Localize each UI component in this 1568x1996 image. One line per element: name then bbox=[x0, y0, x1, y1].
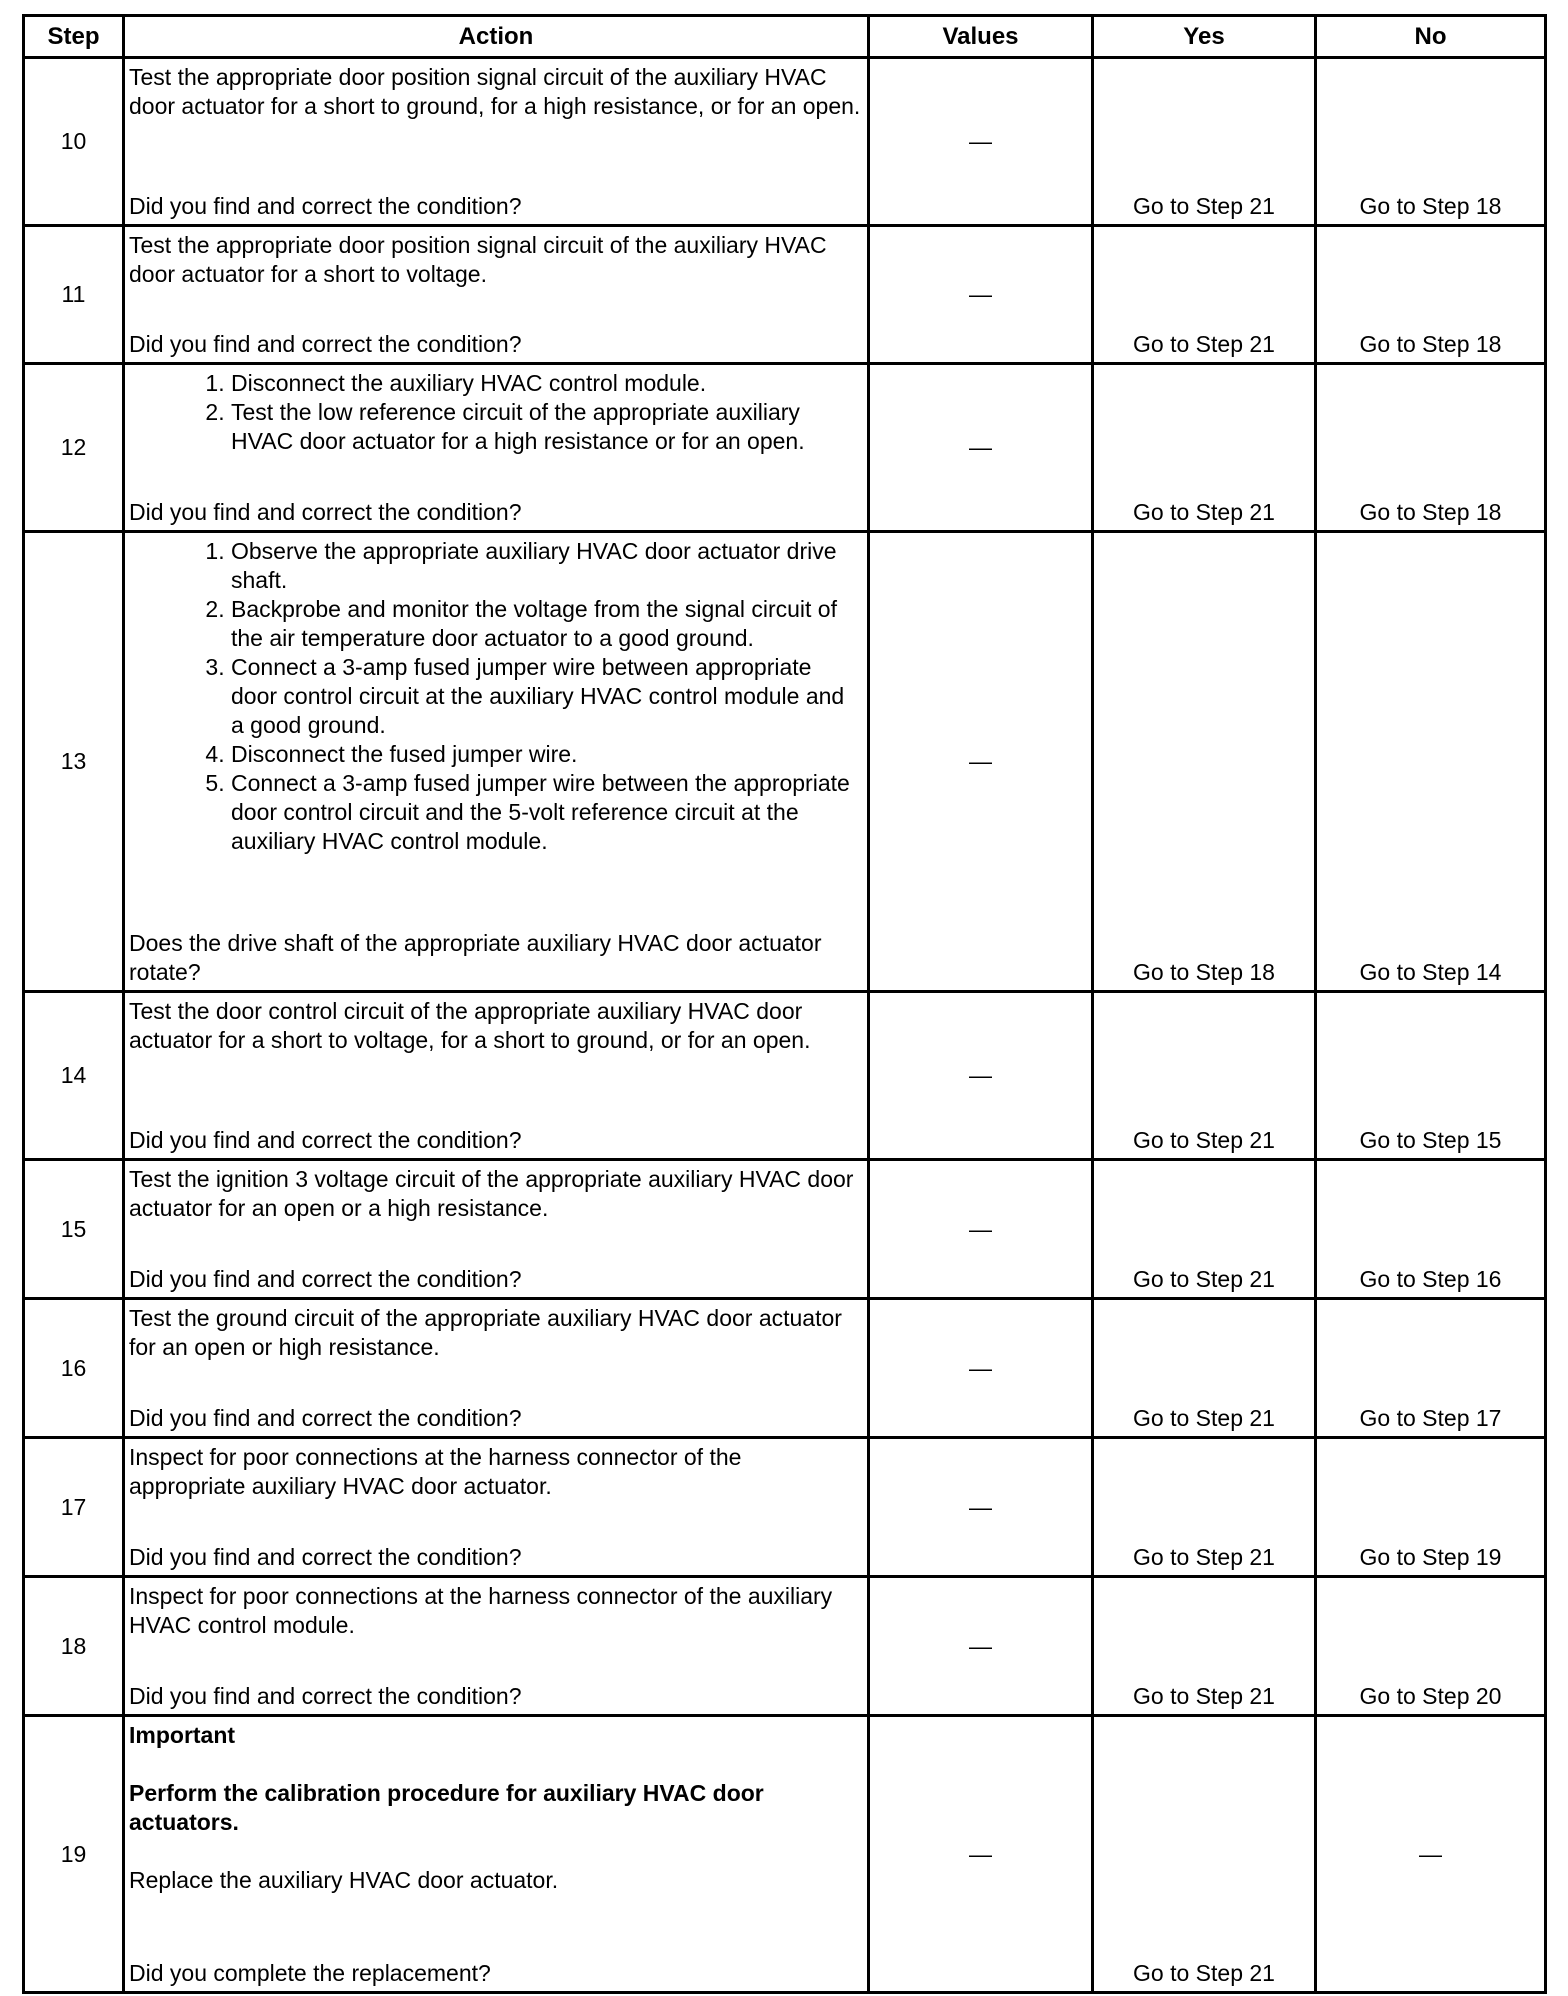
list-item: 3. Connect a 3-amp fused jumper wire between appropriate door control circuit at the auxiliary HVAC control module and a good ground. bbox=[231, 653, 863, 740]
header-values: Values bbox=[869, 16, 1093, 58]
diagnostic-table-sheet bbox=[22, 14, 1544, 1994]
table-row bbox=[24, 58, 1546, 226]
action-cell bbox=[124, 532, 869, 992]
action-cell bbox=[124, 1716, 869, 1993]
yes-cell: Go to Step 18 bbox=[1093, 532, 1316, 992]
list-item: 5. Connect a 3-amp fused jumper wire between the appropriate door control circuit and the 5-volt reference circuit at the auxiliary HVAC control module. bbox=[231, 769, 863, 856]
action-question: Did you find and correct the condition? bbox=[129, 1127, 522, 1153]
action-question: Did you find and correct the condition? bbox=[129, 193, 522, 219]
header-action: Action bbox=[124, 16, 869, 58]
yes-cell: Go to Step 21 bbox=[1093, 1716, 1316, 1993]
action-text: Replace the auxiliary HVAC door actuator. bbox=[129, 1867, 559, 1893]
important-note: Perform the calibration procedure for auxiliary HVAC door actuators. bbox=[129, 1780, 764, 1835]
yes-cell: Go to Step 21 bbox=[1093, 1438, 1316, 1577]
header-yes: Yes bbox=[1093, 16, 1316, 58]
action-cell bbox=[124, 1577, 869, 1716]
no-cell: Go to Step 19 bbox=[1316, 1438, 1546, 1577]
no-cell: Go to Step 18 bbox=[1316, 226, 1546, 364]
action-cell bbox=[124, 992, 869, 1160]
no-cell: Go to Step 20 bbox=[1316, 1577, 1546, 1716]
yes-cell: Go to Step 21 bbox=[1093, 1299, 1316, 1438]
list-item: 1. Observe the appropriate auxiliary HVAC door actuator drive shaft. bbox=[231, 537, 863, 595]
no-cell: Go to Step 18 bbox=[1316, 364, 1546, 532]
values-cell: — bbox=[869, 58, 1093, 226]
no-cell: Go to Step 15 bbox=[1316, 992, 1546, 1160]
yes-cell: Go to Step 21 bbox=[1093, 58, 1316, 226]
action-question: Did you find and correct the condition? bbox=[129, 499, 522, 525]
values-cell: — bbox=[869, 1438, 1093, 1577]
step-number: 17 bbox=[24, 1438, 124, 1577]
action-cell bbox=[124, 1299, 869, 1438]
table-row bbox=[24, 1577, 1546, 1716]
yes-cell: Go to Step 21 bbox=[1093, 1577, 1316, 1716]
action-question: Did you complete the replacement? bbox=[129, 1960, 491, 1986]
table-row bbox=[24, 1716, 1546, 1993]
yes-cell: Go to Step 21 bbox=[1093, 1160, 1316, 1299]
values-cell: — bbox=[869, 1577, 1093, 1716]
table-row bbox=[24, 992, 1546, 1160]
procedure-list bbox=[129, 369, 863, 456]
action-question: Did you find and correct the condition? bbox=[129, 1544, 522, 1570]
step-number: 15 bbox=[24, 1160, 124, 1299]
yes-cell: Go to Step 21 bbox=[1093, 992, 1316, 1160]
action-text: Test the ignition 3 voltage circuit of the appropriate auxiliary HVAC door actuator for an open or a high resistance. bbox=[129, 1166, 854, 1221]
yes-cell: Go to Step 21 bbox=[1093, 364, 1316, 532]
action-cell bbox=[124, 1438, 869, 1577]
step-number: 16 bbox=[24, 1299, 124, 1438]
step-number: 19 bbox=[24, 1716, 124, 1993]
header-no: No bbox=[1316, 16, 1546, 58]
diagnostic-table bbox=[22, 14, 1547, 1994]
no-cell: Go to Step 16 bbox=[1316, 1160, 1546, 1299]
step-number: 12 bbox=[24, 364, 124, 532]
action-cell bbox=[124, 1160, 869, 1299]
values-cell: — bbox=[869, 992, 1093, 1160]
no-cell: Go to Step 18 bbox=[1316, 58, 1546, 226]
no-cell: Go to Step 17 bbox=[1316, 1299, 1546, 1438]
table-row bbox=[24, 532, 1546, 992]
action-text: Test the appropriate door position signal circuit of the auxiliary HVAC door actuator for a short to ground, for a high resistance, or for an open. bbox=[129, 64, 861, 119]
step-number: 13 bbox=[24, 532, 124, 992]
action-question: Does the drive shaft of the appropriate auxiliary HVAC door actuator rotate? bbox=[129, 930, 822, 985]
yes-cell: Go to Step 21 bbox=[1093, 226, 1316, 364]
list-item: 2. Test the low reference circuit of the appropriate auxiliary HVAC door actuator for a high resistance or for an open. bbox=[231, 398, 863, 456]
step-number: 10 bbox=[24, 58, 124, 226]
values-cell: — bbox=[869, 364, 1093, 532]
action-text: Test the ground circuit of the appropriate auxiliary HVAC door actuator for an open or high resistance. bbox=[129, 1305, 842, 1360]
action-question: Did you find and correct the condition? bbox=[129, 1405, 522, 1431]
action-text: Test the door control circuit of the appropriate auxiliary HVAC door actuator for a short to voltage, for a short to ground, or for an open. bbox=[129, 998, 811, 1053]
table-row bbox=[24, 364, 1546, 532]
values-cell: — bbox=[869, 532, 1093, 992]
table-row bbox=[24, 226, 1546, 364]
header-step: Step bbox=[24, 16, 124, 58]
list-item: 4. Disconnect the fused jumper wire. bbox=[231, 740, 863, 769]
values-cell: — bbox=[869, 1716, 1093, 1993]
action-cell bbox=[124, 226, 869, 364]
step-number: 11 bbox=[24, 226, 124, 364]
action-text: Inspect for poor connections at the harness connector of the auxiliary HVAC control module. bbox=[129, 1583, 833, 1638]
no-cell: — bbox=[1316, 1716, 1546, 1993]
action-question: Did you find and correct the condition? bbox=[129, 331, 522, 357]
action-cell bbox=[124, 58, 869, 226]
action-cell bbox=[124, 364, 869, 532]
no-cell: Go to Step 14 bbox=[1316, 532, 1546, 992]
action-question: Did you find and correct the condition? bbox=[129, 1266, 522, 1292]
list-item: 2. Backprobe and monitor the voltage from the signal circuit of the air temperature door actuator to a good ground. bbox=[231, 595, 863, 653]
table-row bbox=[24, 1160, 1546, 1299]
list-item: 1. Disconnect the auxiliary HVAC control module. bbox=[231, 369, 863, 398]
values-cell: — bbox=[869, 1160, 1093, 1299]
procedure-list bbox=[129, 537, 863, 856]
values-cell: — bbox=[869, 226, 1093, 364]
action-text: Inspect for poor connections at the harness connector of the appropriate auxiliary HVAC door actuator. bbox=[129, 1444, 742, 1499]
step-number: 14 bbox=[24, 992, 124, 1160]
table-row bbox=[24, 1299, 1546, 1438]
table-row bbox=[24, 1438, 1546, 1577]
step-number: 18 bbox=[24, 1577, 124, 1716]
values-cell: — bbox=[869, 1299, 1093, 1438]
action-text: Test the appropriate door position signal circuit of the auxiliary HVAC door actuator for a short to voltage. bbox=[129, 232, 827, 287]
important-heading: Important bbox=[129, 1722, 236, 1748]
table-header-row bbox=[24, 16, 1546, 58]
action-question: Did you find and correct the condition? bbox=[129, 1683, 522, 1709]
